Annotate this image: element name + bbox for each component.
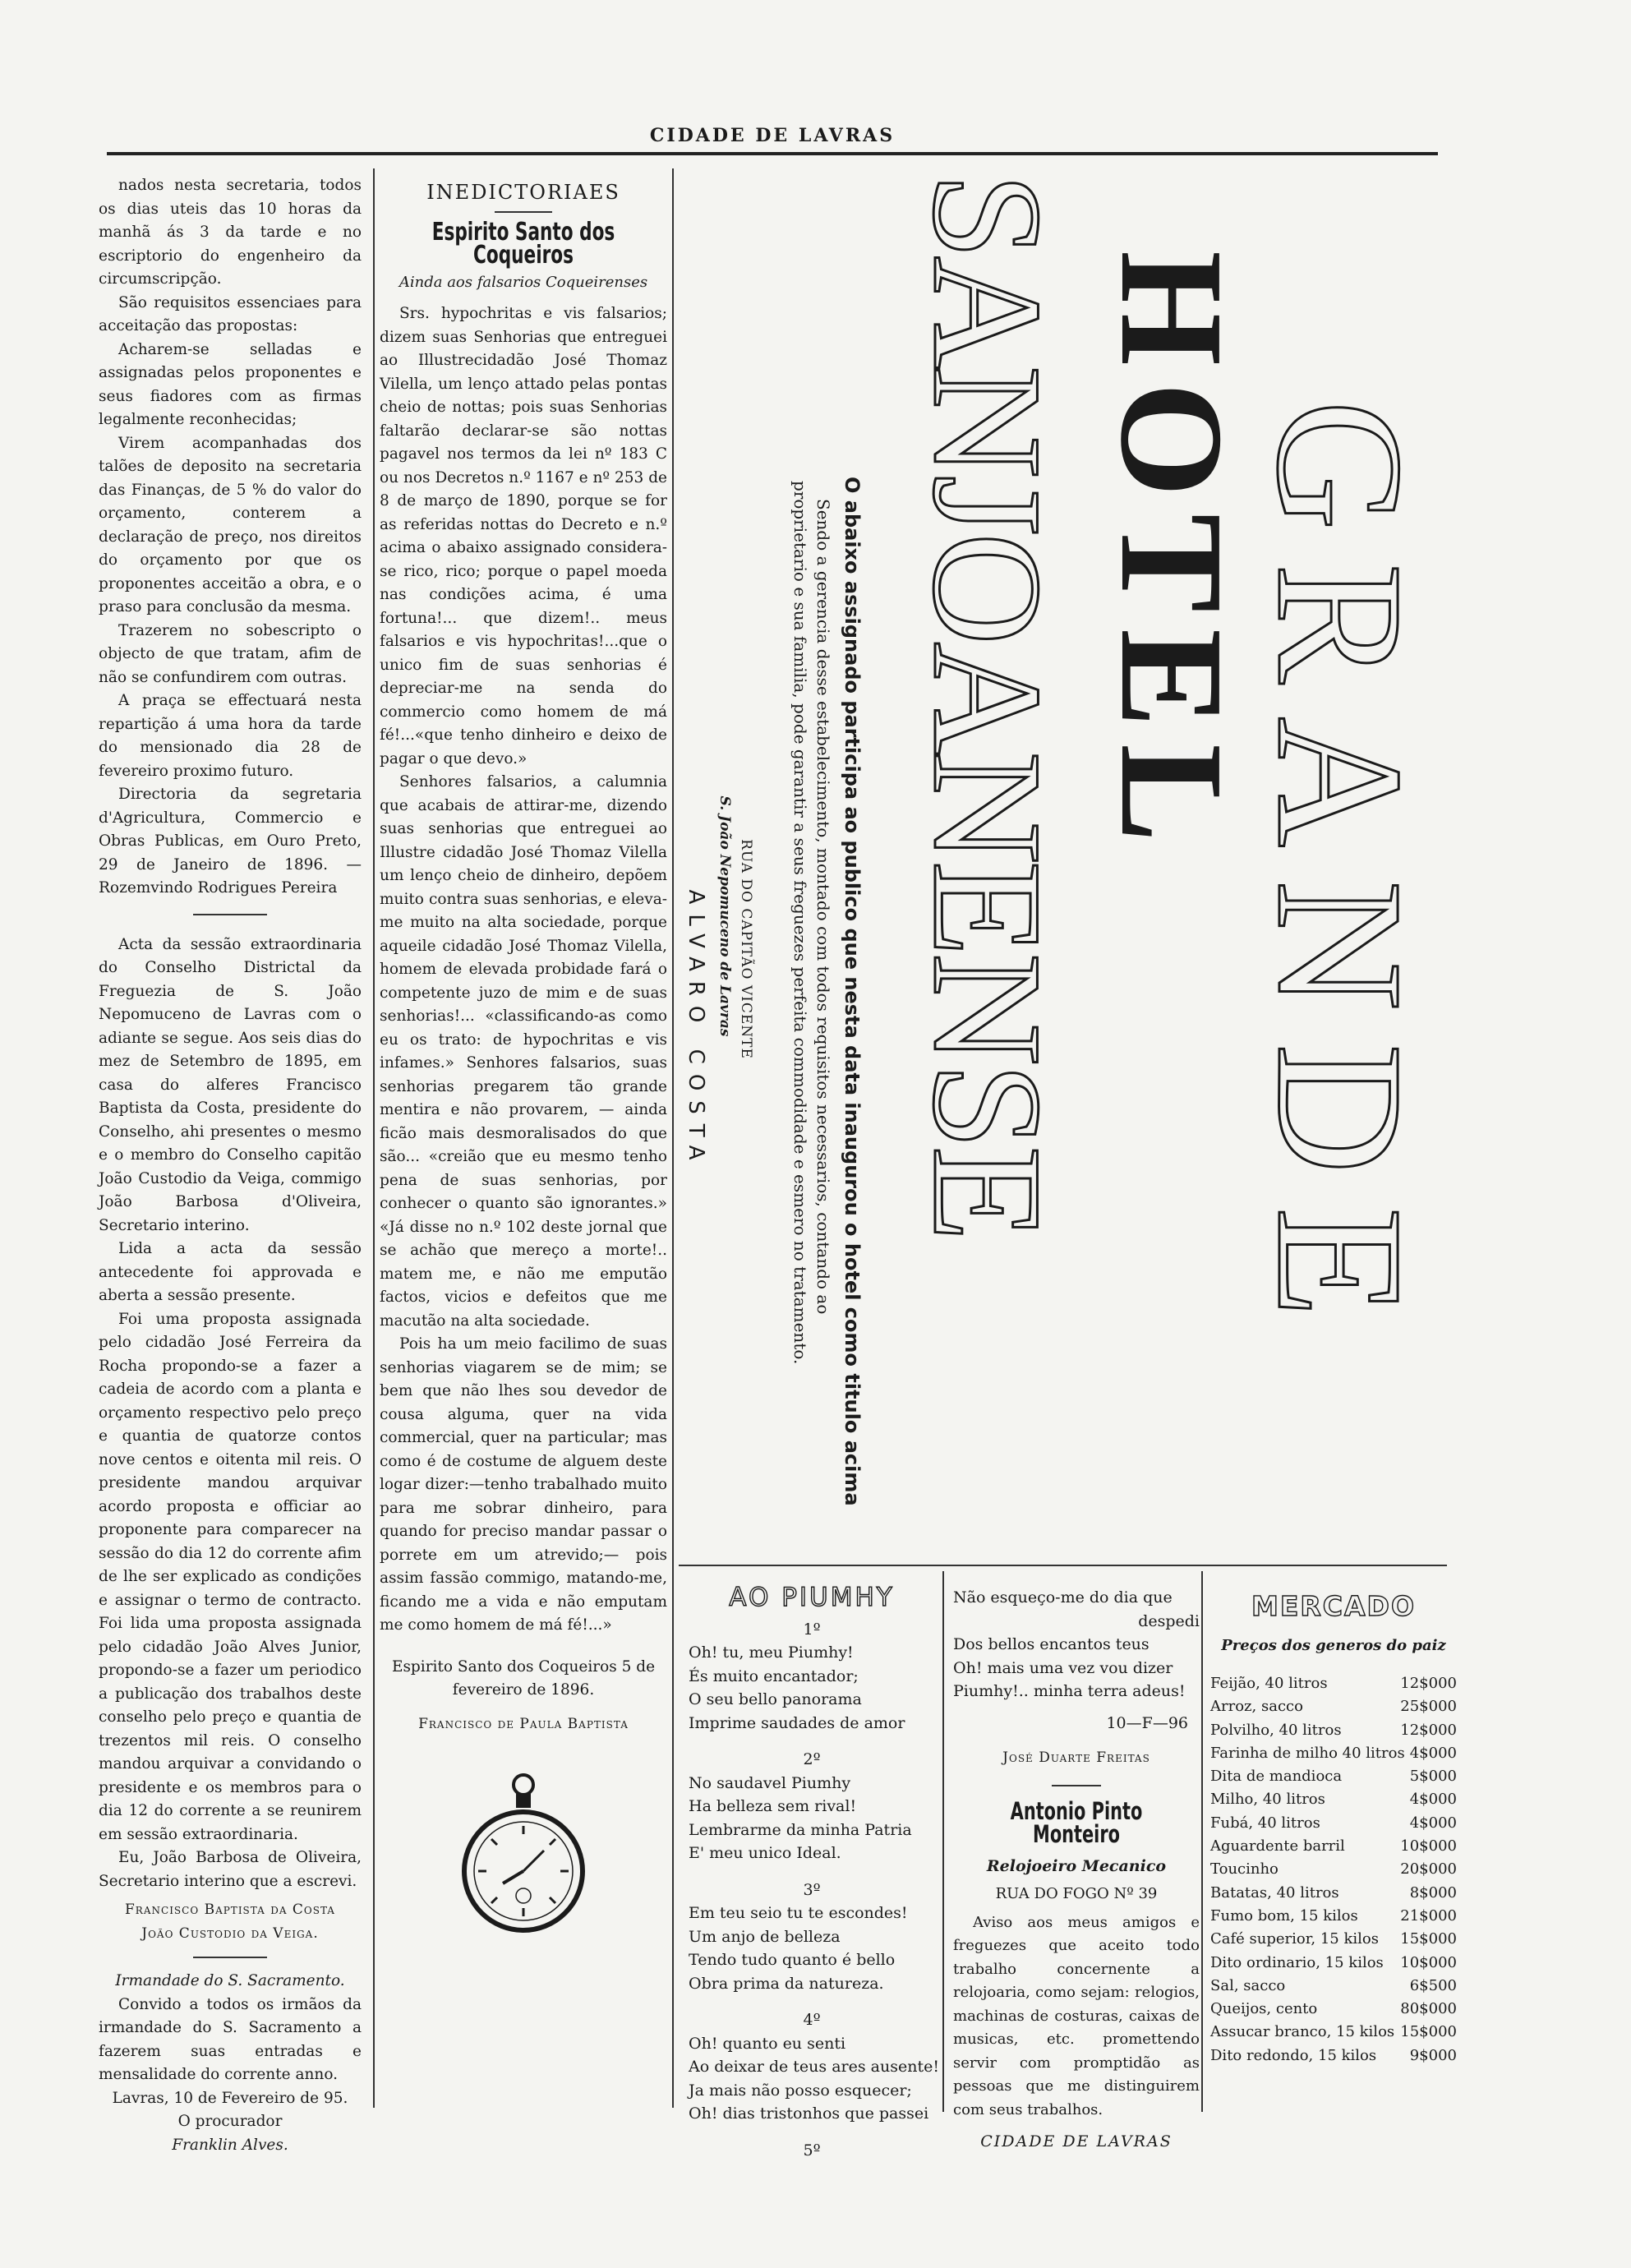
hotel-announcement: O abaixo assignado participa ao publico que nesta data inaugurou o hotel como titulo acima — [841, 477, 864, 1506]
market-item-price: 4$000 — [1409, 1791, 1457, 1809]
market-item-price: 10$000 — [1400, 1837, 1457, 1855]
stanza-number: 2º — [803, 1750, 821, 1768]
market-row — [1210, 1858, 1457, 1881]
poem-continuation — [953, 1586, 1200, 2154]
column-rule — [672, 168, 674, 2108]
paragraph: Foi uma proposta assignada pelo cidadão José Ferreira da Rocha propondo-se a fazer a cadeia de acordo com a planta e orçamento respectivo pelo preço e quantia de quatorze contos nove centos e oitenta mil reis. O presidente mandou arquivar acordo proposta e officiar ao proponente para comparecer na sessão do dia 12 do corrente afim de lhe ser explicado as condições e assignar o termo de contracto. Foi lida uma proposta assignada pelo cidadão João Alves Junior, propondo-se a fazer um periodico a publicação dos trabalhos deste conselho pelo preço e quantia de trezentos mil reis. O conselho mandou arquivar a convidando o presidente e os membros para o dia 12 do corrente a se reunirem em sessão extraordinaria. — [99, 1310, 362, 1843]
hotel-word-hotel: HOTEL — [1090, 251, 1254, 860]
headline: Espirito Santo dos Coqueiros — [431, 217, 615, 270]
paragraph: nados nesta secretaria, todos os dias uteis das 10 horas da manhã ás 3 da tarde e no escriptorio do engenheiro da circumscripção. — [99, 177, 362, 288]
market-row — [1210, 1905, 1457, 1928]
watchmaker-town: CIDADE DE LAVRAS — [980, 2132, 1173, 2150]
market-subtitle: Preços dos generos do paiz — [1221, 1637, 1446, 1654]
signature-1: Francisco Baptista da Costa — [125, 1902, 335, 1918]
poem-line: Ha belleza sem rival! — [689, 1797, 857, 1815]
poem-stanzas — [689, 1618, 939, 2139]
poem-line: Não esqueço-me do dia que — [953, 1588, 1173, 1606]
market-row — [1210, 1952, 1457, 1975]
poem-line: Ja mais não posso esquecer; — [689, 2081, 912, 2100]
market-item-name: Sal, sacco — [1210, 1976, 1286, 1994]
market-row — [1210, 1998, 1457, 2021]
paragraph: Trazerem no sobescripto o objecto de que tratam, afim de não se confundirem com outras. — [99, 621, 362, 686]
market-row — [1210, 1975, 1457, 1998]
poem-line: Um anjo de belleza — [689, 1927, 841, 1946]
market-item-name: Dito ordinario, 15 kilos — [1210, 1953, 1384, 1971]
masthead-rule — [107, 152, 1438, 155]
divider — [193, 914, 267, 915]
paragraph: Acta da sessão extraordinaria do Conselho Districtal da Freguezia de S. João Nepomuceno de Lavras com o adiante se segue. Aos seis dias do mez de Setembro de 1895, em casa do alferes Francisco Baptista da Costa, presidente do Conselho, ahi presentes o mesmo e o membro do Conselho capitão João Custodio da Veiga, commigo João Barbosa d'Oliveira, Secretario interino. — [99, 935, 362, 1234]
poem-line: Oh! quanto eu senti — [689, 2034, 846, 2053]
paragraph: Pois ha um meio facilimo de suas senhorias viagarem se de mim; se bem que não lhes sou devedor de cousa alguma, quer na vida commercial, quer na particular; mas como é de costume de alguem deste logar dizer:—tenho trabalhado muito para me sobrar dinheiro, para quando for preciso mandar passar o porrete em um atrevido;— pois assim fassão commigo, matando-me, ficando me a vida e não emputam me como homem de má fé!...» — [380, 1335, 667, 1634]
market-item-price: 10$000 — [1400, 1953, 1457, 1971]
market-item-name: Café superior, 15 kilos — [1210, 1930, 1379, 1948]
paragraph: Directoria da segretaria d'Agricultura, Commercio e Obras Publicas, em Ouro Preto, 29 de Janeiro de 1896. — Rozemvindo Rodrigues Pereira — [99, 786, 362, 897]
market-table — [1210, 1672, 1457, 2067]
market-item-name: Queijos, cento — [1210, 2000, 1318, 2018]
market-item-name: Fubá, 40 litros — [1210, 1814, 1320, 1832]
market-row — [1210, 1812, 1457, 1835]
subhead: Ainda aos falsarios Coqueirenses — [399, 273, 648, 291]
market-item-name: Milho, 40 litros — [1210, 1791, 1325, 1809]
hotel-word-sanjoanense: SANJOANENSE — [901, 173, 1073, 1238]
stanza-number: 3º — [803, 1880, 821, 1899]
poem-line: Piumhy!.. minha terra adeus! — [953, 1682, 1186, 1700]
market-row — [1210, 1835, 1457, 1858]
market-item-price: 15$000 — [1400, 1930, 1457, 1948]
irmandade-title: Irmandade do S. Sacramento. — [115, 1972, 345, 1989]
poem-line: Obra prima da natureza. — [689, 1974, 884, 1993]
market-item-price: 21$000 — [1400, 1906, 1457, 1925]
market-item-name: Farinha de milho 40 litros — [1210, 1744, 1405, 1762]
column-rule — [1201, 1571, 1203, 2112]
watchmaker-name: Antonio Pinto Monteiro — [1010, 1796, 1143, 1848]
market-item-price: 25$000 — [1400, 1698, 1457, 1716]
poem-line: Oh! dias tristonhos que passei — [689, 2104, 929, 2123]
market-item-price: 20$000 — [1400, 1860, 1457, 1878]
market-row — [1210, 1882, 1457, 1905]
paragraph: Virem acompanhadas dos talões de deposito na secretaria das Finanças, de 5 % do valor do orçamento, conterem a declaração de preço, nos direitos do orçamento por que os proponentes acceitão a obra, e o praso para conclusão da mesma. — [99, 434, 362, 615]
market-item-price: 80$000 — [1400, 2000, 1457, 2018]
masthead: CIDADE DE LAVRAS — [649, 125, 896, 146]
market-item-price: 12$000 — [1400, 1721, 1457, 1739]
column-rule — [942, 1571, 944, 2112]
market-row — [1210, 2044, 1457, 2067]
poem-line: És muito encantador; — [689, 1666, 859, 1685]
market-item-price: 9$000 — [1409, 2046, 1457, 2064]
hotel-word-grande: GRANDE — [1240, 399, 1440, 1351]
market-item-price: 4$000 — [1409, 1814, 1457, 1832]
market-item-price: 8$000 — [1409, 1883, 1457, 1902]
poem-line: Oh! mais uma vez vou dizer — [953, 1658, 1173, 1677]
hotel-town: S. João Nepomuceno de Lavras — [716, 795, 733, 1037]
section-rule — [679, 1565, 1447, 1566]
market-item-name: Arroz, sacco — [1210, 1698, 1303, 1716]
watchmaker-street: RUA DO FOGO Nº 39 — [995, 1885, 1158, 1902]
market-item-name: Aguardente barril — [1210, 1837, 1345, 1855]
poem-line: O seu bello panorama — [689, 1690, 862, 1708]
market-row — [1210, 2021, 1457, 2044]
paragraph: Senhores falsarios, a calumnia que acabais de attirar-me, dizendo suas senhorias que entreguei ao Illustre cidadão José Thomaz Vilella um lenço cheio de dinheiro, depõem muito contra suas senhorias, e eleva-me muito na alta sociedade, porque aqueile cidadão José Thomaz Vilella, homem de elevada probidade fará o competente juzo de mim e de suas senhorias!... «classificando-as como eu os trato: de hypochritas e vis infames.» Senhores falsarios, suas senhorias pregarem tão grande mentira e não provarem, — ainda ficão mais desmoralisados do que são... «creião que eu mesmo tenho pena de suas senhorias, por conhecer o quanto são ignorantes.» «Já disse no n.º 102 deste jornal que se achão que mereço a morte!.. matem me, e não me emputão factos, vicios e defeitos que me macutão na alta sociedade. — [380, 773, 667, 1330]
market-row — [1210, 1765, 1457, 1788]
poem-line: Em teu seio tu te escondes! — [689, 1904, 908, 1922]
paragraph: Eu, João Barbosa de Oliveira, Secretario interino que a escrevi. — [99, 1849, 362, 1890]
divider — [193, 1957, 267, 1958]
stanza-number: 1º — [803, 1620, 821, 1639]
poem-line: Ao deixar de teus ares ausente! — [689, 2058, 939, 2076]
market-item-price: 15$000 — [1400, 2023, 1457, 2041]
poem-line: despedi — [1138, 1611, 1200, 1630]
signature-2: João Custodio da Veiga. — [141, 1925, 319, 1942]
market-row — [1210, 1742, 1457, 1765]
divider — [1052, 1785, 1101, 1786]
stanza-number: 5º — [803, 2141, 821, 2160]
market-item-name: Toucinho — [1210, 1860, 1279, 1878]
market-row — [1210, 1719, 1457, 1742]
hotel-street: RUA DO CAPITÃO VICENTE — [738, 839, 754, 1059]
paragraph: São requisitos essenciaes para acceitação das propostas: — [99, 293, 362, 334]
article-place: Espirito Santo dos Coqueiros 5 de fevereiro de 1896. — [391, 1657, 656, 1699]
column-1 — [99, 174, 362, 2157]
market-row — [1210, 1695, 1457, 1718]
paragraph: Acharem-se selladas e assignadas pelos proponentes e seus fiadores com as firmas legalmente reconhecidas; — [99, 340, 362, 428]
market-row — [1210, 1672, 1457, 1695]
watchmaker-text: Aviso aos meus amigos e freguezes que aceito todo trabalho concernente a relojoaria, como sejam: relogios, machinas de costuras, caixas de musicas, etc. promettendo servir com promptidão as pessoas que me distinguirem com seus trabalhos. — [953, 1913, 1200, 2118]
market-item-price: 6$500 — [1409, 1976, 1457, 1994]
irmandade-role: O procurador — [177, 2113, 283, 2130]
poem-line: Imprime saudades de amor — [689, 1713, 905, 1732]
poem-date: 10—F—96 — [1106, 1713, 1188, 1732]
paragraph: Srs. hypochritas e vis falsarios; dizem suas Senhorias que entreguei ao Illustrecidadão José Thomaz Vilella, um lenço attado pelas pontas cheio de nottas; pois suas Senhorias faltarão declarar-se são nottas pagavel nos termos da lei nº 183 C ou nos Decretos n.º 1167 e nº 253 de 8 de março de 1890, porque se for as referidas nottas do Decreto e n.º acima o abaixo assignado considera-se rico, rico; porque o papel moeda nas condições acima, é uma fortuna!... que dizem!.. meus falsarios e vis hypochritas!...que o unico fim de suas senhorias é depreciar-me na senda do commercio como homem de má fé!...«que tenho dinheiro e deixo de pagar o que devo.» — [380, 305, 667, 768]
market-item-name: Feijão, 40 litros — [1210, 1675, 1328, 1692]
pocket-watch-icon — [454, 1768, 593, 1941]
irmandade-name: Franklin Alves. — [172, 2136, 288, 2154]
market-prices — [1210, 1590, 1457, 2067]
column-rule — [373, 168, 375, 2108]
market-item-price: 12$000 — [1400, 1675, 1457, 1692]
market-item-name: Fumo bom, 15 kilos — [1210, 1906, 1358, 1925]
watchmaker-trade: Relojoeiro Mecanico — [986, 1856, 1167, 1875]
council-minutes — [99, 933, 362, 1894]
poem-author: José Duarte Freitas — [1002, 1749, 1150, 1766]
poem-line: Tendo tudo quanto é bello — [689, 1951, 896, 1969]
poem-line: E' meu unico Ideal. — [689, 1844, 841, 1862]
market-item-name: Dito redondo, 15 kilos — [1210, 2046, 1377, 2064]
divider — [495, 211, 552, 213]
irmandade-text: Convido a todos os irmãos da irmandade do S. Sacramento a fazerem suas entradas e mensalidade do corrente anno. — [99, 1995, 362, 2083]
paragraph: A praça se effectuará nesta repartição á uma hora da tarde do mensionado dia 28 de fevereiro proximo futuro. — [99, 692, 362, 780]
poem-title: AO PIUMHY — [729, 1583, 895, 1612]
stanza-number: 4º — [803, 2011, 821, 2029]
hotel-advertisement — [679, 168, 1451, 1565]
poem-line: Oh! tu, meu Piumhy! — [689, 1643, 854, 1662]
market-item-name: Polvilho, 40 litros — [1210, 1721, 1342, 1739]
market-row — [1210, 1928, 1457, 1951]
irmandade-date: Lavras, 10 de Fevereiro de 95. — [112, 2089, 348, 2107]
market-item-price: 5$000 — [1409, 1768, 1457, 1786]
paragraph: Lida a acta da sessão antecedente foi approvada e aberta a sessão presente. — [99, 1240, 362, 1304]
section-title: INEDICTORIAES — [426, 181, 620, 204]
poem-line: Dos bellos encantos teus — [953, 1635, 1150, 1653]
market-title: MERCADO — [1251, 1590, 1416, 1622]
poem-last-stanza — [953, 1586, 1200, 1703]
poem-line: No saudavel Piumhy — [689, 1773, 851, 1792]
article-body — [380, 302, 667, 1638]
market-item-name: Batatas, 40 litros — [1210, 1883, 1339, 1902]
article-signature: Francisco de Paula Baptista — [418, 1715, 629, 1732]
market-item-name: Dita de mandioca — [1210, 1768, 1343, 1786]
poem-line: Lembrarme da minha Patria — [689, 1820, 912, 1839]
hotel-description: Sendo a gerencia desse estabelecimento, montado com todos requisitos necessarios, contando ao proprietario e sua familia, pode garantir a seus freguezes perfeita commodidade e esmero no tratamento. — [790, 481, 833, 1365]
market-item-name: Assucar branco, 15 kilos — [1210, 2023, 1395, 2041]
market-item-price: 4$000 — [1409, 1744, 1457, 1762]
hotel-owner: ALVARO COSTA — [684, 889, 708, 1170]
poem — [689, 1583, 939, 2162]
column-2 — [380, 181, 667, 1941]
tender-notice — [99, 174, 362, 901]
market-row — [1210, 1788, 1457, 1811]
